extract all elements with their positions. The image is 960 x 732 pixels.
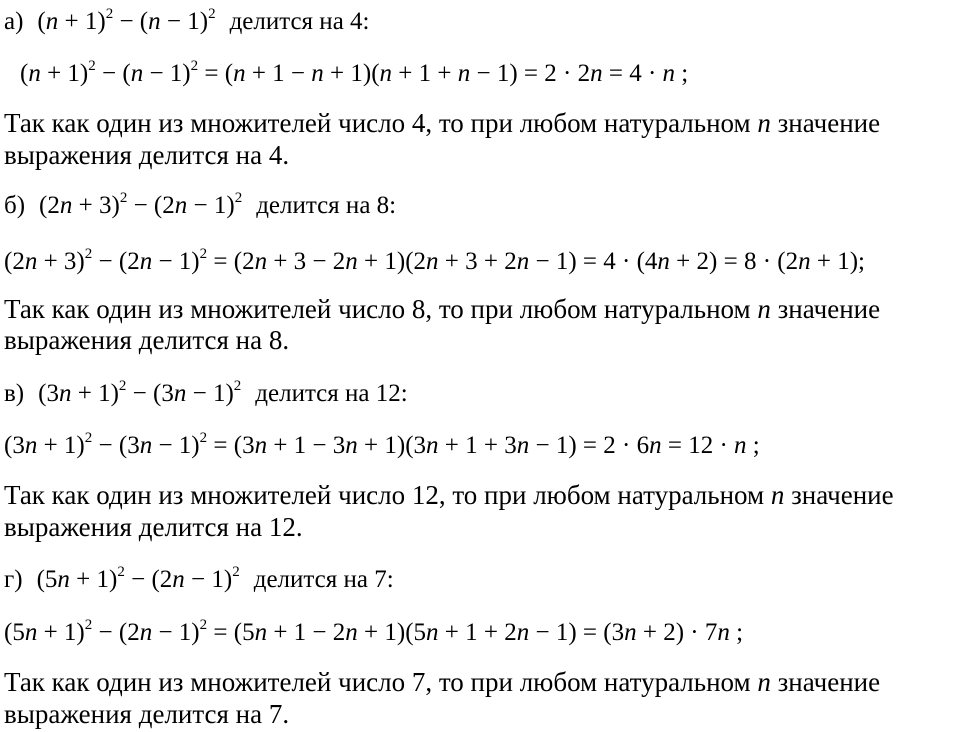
section-g-heading-tail: делится на 7: [253, 566, 394, 593]
section-b-heading-tail: делится на 8: [256, 192, 397, 219]
section-a-heading-tail: делится на 4: [229, 8, 370, 35]
section-g-formula: $(5n + 1)^2 - (2n - 1)^2 = (5n + 1 - 2n + 1)(5n + 1 + 2n - 1) = (3n + 2) \cdot 7n$ ; [4, 617, 744, 646]
section-v-heading [4, 378, 408, 407]
section-a-text-line-1: Так как один из множителей число 4, то при любом натуральном n значение [4, 108, 881, 138]
section-b-heading-expression: $(2n + 3)^2 - (2n - 1)^2$ [39, 190, 243, 219]
section-g-heading [4, 564, 394, 593]
section-a-heading-expression: $(n + 1)^2 - (n - 1)^2$ [37, 6, 216, 35]
section-g-text-line-1: Так как один из множителей число 7, то при любом натуральном n значение [4, 667, 881, 697]
section-g-heading-expression: $(5n + 1)^2 - (2n - 1)^2$ [36, 564, 240, 593]
section-a-label: а) [4, 8, 24, 35]
section-b-heading [4, 190, 397, 219]
section-v-heading-expression: $(3n + 1)^2 - (3n - 1)^2$ [38, 378, 242, 407]
section-v-heading-tail: делится на 12: [255, 380, 408, 407]
section-b-text-line-2: выражения делится на 8. [4, 325, 290, 355]
section-v-label: в) [4, 380, 25, 407]
section-a-formula: $(n + 1)^2 - (n - 1)^2 = (n + 1 - n + 1)(n + 1 + n - 1) = 2 \cdot 2n = 4 \cdot n$ ; [20, 58, 689, 87]
section-a-text-line-2: выражения делится на 4. [4, 140, 290, 170]
section-b-text-line-1: Так как один из множителей число 8, то при любом натуральном n значение [4, 294, 881, 324]
section-v-text-line-1: Так как один из множителей число 12, то при любом натуральном n значение [4, 480, 894, 510]
section-v-text-line-2: выражения делится на 12. [4, 512, 303, 542]
section-g-text-line-2: выражения делится на 7. [4, 699, 290, 729]
section-b-label: б) [4, 192, 26, 219]
section-v-formula: $(3n + 1)^2 - (3n - 1)^2 = (3n + 1 - 3n + 1)(3n + 1 + 3n - 1) = 2 \cdot 6n = 12 \cdot n$ ; [4, 430, 760, 459]
section-b-formula: $(2n + 3)^2 - (2n - 1)^2 = (2n + 3 - 2n + 1)(2n + 3 + 2n - 1) = 4 \cdot (4n + 2) = 8 \cdot (2n + 1)$; [4, 246, 865, 275]
section-a-heading [4, 6, 370, 35]
section-g-label: г) [4, 566, 23, 593]
